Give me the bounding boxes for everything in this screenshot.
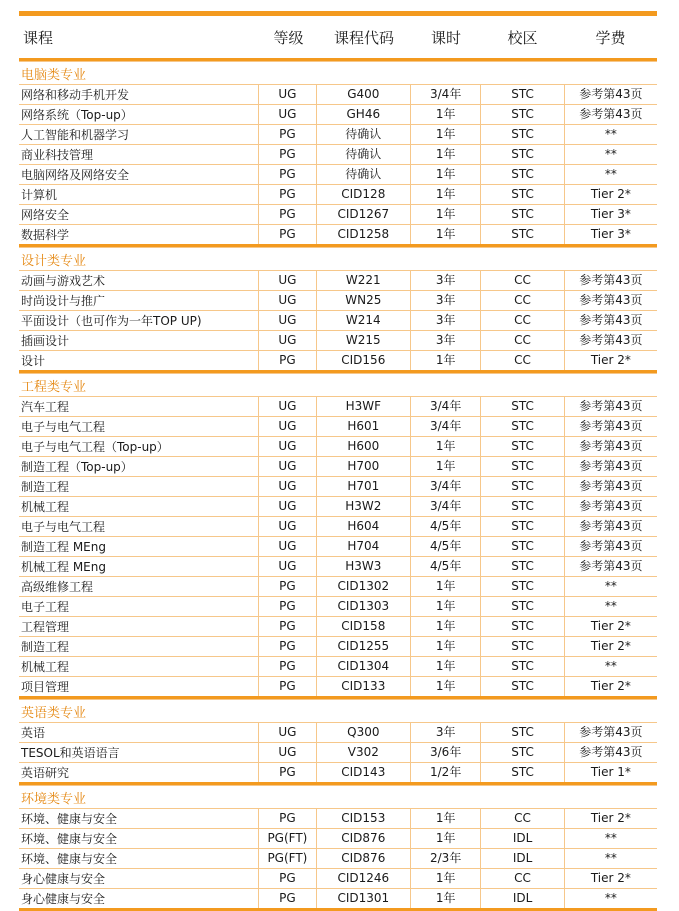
campus-cell: STC bbox=[480, 637, 563, 656]
campus-cell: CC bbox=[480, 311, 563, 330]
level-cell: PG bbox=[258, 225, 316, 244]
course-name-cell: 动画与游戏艺术 bbox=[21, 274, 106, 288]
code-cell: CID1246 bbox=[316, 869, 410, 888]
course-name-cell: 制造工程 bbox=[21, 480, 70, 494]
course-name-cell: 机械工程 MEng bbox=[21, 560, 106, 574]
table-row bbox=[19, 742, 657, 762]
header-code: 课程代码 bbox=[333, 28, 394, 47]
course-name-cell: 项目管理 bbox=[21, 680, 70, 694]
level-cell: PG bbox=[258, 889, 316, 908]
hours-cell: 3/6年 bbox=[410, 743, 480, 762]
campus-cell: CC bbox=[480, 271, 563, 290]
hours-cell: 3/4年 bbox=[410, 477, 480, 496]
course-name-cell: 工程管理 bbox=[21, 620, 70, 634]
fee-cell: ** bbox=[564, 829, 657, 848]
table-row bbox=[19, 576, 657, 596]
course-name-cell: 高级维修工程 bbox=[21, 580, 94, 594]
table-row bbox=[19, 516, 657, 536]
code-cell: W214 bbox=[316, 311, 410, 330]
fee-cell: ** bbox=[564, 597, 657, 616]
campus-cell: STC bbox=[480, 657, 563, 676]
level-cell: PG bbox=[258, 125, 316, 144]
fee-cell: 参考第43页 bbox=[564, 397, 657, 416]
course-name-cell: 时尚设计与推广 bbox=[21, 294, 106, 308]
fee-cell: 参考第43页 bbox=[564, 311, 657, 330]
table-row bbox=[19, 396, 657, 416]
fee-cell: 参考第43页 bbox=[564, 291, 657, 310]
campus-cell: CC bbox=[480, 869, 563, 888]
header-course: 课程 bbox=[23, 28, 54, 47]
hours-cell: 3/4年 bbox=[410, 417, 480, 436]
fee-cell: 参考第43页 bbox=[564, 457, 657, 476]
campus-cell: STC bbox=[480, 537, 563, 556]
campus-cell: CC bbox=[480, 331, 563, 350]
table-row bbox=[19, 350, 657, 370]
code-cell: CID1301 bbox=[316, 889, 410, 908]
campus-cell: CC bbox=[480, 809, 563, 828]
hours-cell: 1年 bbox=[410, 829, 480, 848]
fee-cell: ** bbox=[564, 125, 657, 144]
hours-cell: 3/4年 bbox=[410, 497, 480, 516]
table-row bbox=[19, 656, 657, 676]
fee-cell: Tier 2* bbox=[564, 351, 657, 370]
table-row bbox=[19, 762, 657, 782]
table-row bbox=[19, 808, 657, 828]
hours-cell: 1年 bbox=[410, 205, 480, 224]
fee-cell: 参考第43页 bbox=[564, 271, 657, 290]
hours-cell: 1年 bbox=[410, 809, 480, 828]
campus-cell: STC bbox=[480, 597, 563, 616]
course-name-cell: 机械工程 bbox=[21, 660, 70, 674]
course-name-cell: 电脑网络及网络安全 bbox=[21, 168, 130, 182]
table-row bbox=[19, 676, 657, 696]
code-cell: H600 bbox=[316, 437, 410, 456]
hours-cell: 1年 bbox=[410, 889, 480, 908]
code-cell: CID1255 bbox=[316, 637, 410, 656]
code-cell: H700 bbox=[316, 457, 410, 476]
code-cell: W215 bbox=[316, 331, 410, 350]
level-cell: UG bbox=[258, 723, 316, 742]
hours-cell: 3年 bbox=[410, 291, 480, 310]
course-name-cell: 商业科技管理 bbox=[21, 148, 94, 162]
code-cell: CID1267 bbox=[316, 205, 410, 224]
level-cell: PG bbox=[258, 637, 316, 656]
level-cell: PG bbox=[258, 657, 316, 676]
section-title: 英语类专业 bbox=[19, 699, 657, 722]
hours-cell: 4/5年 bbox=[410, 537, 480, 556]
table-row bbox=[19, 416, 657, 436]
table-row bbox=[19, 310, 657, 330]
campus-cell: STC bbox=[480, 397, 563, 416]
level-cell: PG bbox=[258, 351, 316, 370]
code-cell: H701 bbox=[316, 477, 410, 496]
table-row bbox=[19, 124, 657, 144]
hours-cell: 1年 bbox=[410, 677, 480, 696]
code-cell: W221 bbox=[316, 271, 410, 290]
campus-cell: STC bbox=[480, 145, 563, 164]
table-row bbox=[19, 84, 657, 104]
fee-cell: 参考第43页 bbox=[564, 331, 657, 350]
table-row bbox=[19, 330, 657, 350]
section-title: 设计类专业 bbox=[19, 247, 657, 270]
hours-cell: 1年 bbox=[410, 597, 480, 616]
course-name-cell: 数据科学 bbox=[21, 228, 70, 242]
course-name-cell: 网络安全 bbox=[21, 208, 70, 222]
level-cell: PG bbox=[258, 763, 316, 782]
section-title: 环境类专业 bbox=[19, 785, 657, 808]
table-row bbox=[19, 456, 657, 476]
code-cell: 待确认 bbox=[316, 125, 410, 144]
section-title: 电脑类专业 bbox=[19, 61, 657, 84]
hours-cell: 1年 bbox=[410, 577, 480, 596]
level-cell: PG bbox=[258, 617, 316, 636]
table-row bbox=[19, 270, 657, 290]
level-cell: PG(FT) bbox=[258, 849, 316, 868]
table-row bbox=[19, 204, 657, 224]
course-name-cell: 英语 bbox=[21, 726, 46, 740]
fee-cell: 参考第43页 bbox=[564, 497, 657, 516]
fee-cell: ** bbox=[564, 657, 657, 676]
table-row bbox=[19, 536, 657, 556]
table-row bbox=[19, 164, 657, 184]
code-cell: CID1258 bbox=[316, 225, 410, 244]
level-cell: UG bbox=[258, 397, 316, 416]
level-cell: UG bbox=[258, 437, 316, 456]
level-cell: UG bbox=[258, 497, 316, 516]
table-row bbox=[19, 596, 657, 616]
table-row bbox=[19, 184, 657, 204]
table-row bbox=[19, 868, 657, 888]
hours-cell: 3年 bbox=[410, 723, 480, 742]
hours-cell: 4/5年 bbox=[410, 517, 480, 536]
code-cell: H704 bbox=[316, 537, 410, 556]
hours-cell: 1年 bbox=[410, 617, 480, 636]
code-cell: WN25 bbox=[316, 291, 410, 310]
fee-cell: Tier 3* bbox=[564, 225, 657, 244]
table-header bbox=[19, 16, 657, 58]
table-row bbox=[19, 224, 657, 244]
fee-cell: Tier 2* bbox=[564, 677, 657, 696]
campus-cell: STC bbox=[480, 517, 563, 536]
fee-cell: 参考第43页 bbox=[564, 743, 657, 762]
hours-cell: 4/5年 bbox=[410, 557, 480, 576]
level-cell: PG bbox=[258, 869, 316, 888]
fee-cell: 参考第43页 bbox=[564, 105, 657, 124]
hours-cell: 1/2年 bbox=[410, 763, 480, 782]
level-cell: UG bbox=[258, 557, 316, 576]
code-cell: H604 bbox=[316, 517, 410, 536]
course-name-cell: 英语研究 bbox=[21, 766, 70, 780]
fee-cell: Tier 1* bbox=[564, 763, 657, 782]
table-row bbox=[19, 290, 657, 310]
code-cell: CID143 bbox=[316, 763, 410, 782]
campus-cell: STC bbox=[480, 457, 563, 476]
level-cell: UG bbox=[258, 477, 316, 496]
course-name-cell: 身心健康与安全 bbox=[21, 872, 106, 886]
course-name-cell: 环境、健康与安全 bbox=[21, 832, 118, 846]
level-cell: UG bbox=[258, 331, 316, 350]
hours-cell: 3年 bbox=[410, 271, 480, 290]
campus-cell: CC bbox=[480, 351, 563, 370]
campus-cell: STC bbox=[480, 165, 563, 184]
fee-cell: 参考第43页 bbox=[564, 557, 657, 576]
course-table bbox=[19, 11, 657, 911]
level-cell: UG bbox=[258, 85, 316, 104]
course-name-cell: 电子与电气工程 bbox=[21, 420, 106, 434]
course-name-cell: 平面设计（也可作为一年TOP UP) bbox=[21, 314, 202, 328]
header-campus: 校区 bbox=[507, 28, 538, 47]
code-cell: CID128 bbox=[316, 185, 410, 204]
code-cell: CID153 bbox=[316, 809, 410, 828]
code-cell: Q300 bbox=[316, 723, 410, 742]
course-name-cell: 人工智能和机器学习 bbox=[21, 128, 130, 142]
campus-cell: STC bbox=[480, 723, 563, 742]
level-cell: PG bbox=[258, 145, 316, 164]
code-cell: CID876 bbox=[316, 829, 410, 848]
table-row bbox=[19, 144, 657, 164]
course-name-cell: 身心健康与安全 bbox=[21, 892, 106, 906]
table-body bbox=[19, 61, 657, 911]
hours-cell: 1年 bbox=[410, 105, 480, 124]
course-name-cell: 电子工程 bbox=[21, 600, 70, 614]
fee-cell: Tier 2* bbox=[564, 617, 657, 636]
course-name-cell: 环境、健康与安全 bbox=[21, 812, 118, 826]
hours-cell: 1年 bbox=[410, 165, 480, 184]
fee-cell: Tier 2* bbox=[564, 869, 657, 888]
course-name-cell: 制造工程 MEng bbox=[21, 540, 106, 554]
hours-cell: 1年 bbox=[410, 869, 480, 888]
level-cell: PG bbox=[258, 577, 316, 596]
hours-cell: 2/3年 bbox=[410, 849, 480, 868]
hours-cell: 1年 bbox=[410, 225, 480, 244]
campus-cell: IDL bbox=[480, 889, 563, 908]
level-cell: PG bbox=[258, 185, 316, 204]
level-cell: UG bbox=[258, 457, 316, 476]
table-row bbox=[19, 888, 657, 908]
hours-cell: 3年 bbox=[410, 311, 480, 330]
fee-cell: Tier 2* bbox=[564, 809, 657, 828]
campus-cell: STC bbox=[480, 417, 563, 436]
fee-cell: 参考第43页 bbox=[564, 477, 657, 496]
fee-cell: ** bbox=[564, 849, 657, 868]
level-cell: PG bbox=[258, 165, 316, 184]
campus-cell: STC bbox=[480, 185, 563, 204]
hours-cell: 3/4年 bbox=[410, 85, 480, 104]
code-cell: V302 bbox=[316, 743, 410, 762]
fee-cell: 参考第43页 bbox=[564, 85, 657, 104]
campus-cell: STC bbox=[480, 437, 563, 456]
code-cell: CID1303 bbox=[316, 597, 410, 616]
campus-cell: STC bbox=[480, 497, 563, 516]
course-name-cell: 计算机 bbox=[21, 188, 58, 202]
fee-cell: ** bbox=[564, 145, 657, 164]
code-cell: GH46 bbox=[316, 105, 410, 124]
table-row bbox=[19, 436, 657, 456]
table-row bbox=[19, 616, 657, 636]
table-row bbox=[19, 828, 657, 848]
hours-cell: 1年 bbox=[410, 437, 480, 456]
fee-cell: ** bbox=[564, 577, 657, 596]
level-cell: UG bbox=[258, 743, 316, 762]
table-row bbox=[19, 104, 657, 124]
code-cell: G400 bbox=[316, 85, 410, 104]
level-cell: UG bbox=[258, 271, 316, 290]
table-row bbox=[19, 636, 657, 656]
fee-cell: 参考第43页 bbox=[564, 517, 657, 536]
course-name-cell: 机械工程 bbox=[21, 500, 70, 514]
level-cell: PG bbox=[258, 597, 316, 616]
level-cell: UG bbox=[258, 517, 316, 536]
code-cell: 待确认 bbox=[316, 165, 410, 184]
fee-cell: 参考第43页 bbox=[564, 417, 657, 436]
table-row bbox=[19, 476, 657, 496]
level-cell: UG bbox=[258, 311, 316, 330]
fee-cell: ** bbox=[564, 165, 657, 184]
campus-cell: STC bbox=[480, 225, 563, 244]
level-cell: PG bbox=[258, 205, 316, 224]
level-cell: UG bbox=[258, 537, 316, 556]
level-cell: PG bbox=[258, 809, 316, 828]
campus-cell: STC bbox=[480, 577, 563, 596]
campus-cell: IDL bbox=[480, 849, 563, 868]
code-cell: CID1302 bbox=[316, 577, 410, 596]
course-name-cell: TESOL和英语语言 bbox=[21, 746, 120, 760]
campus-cell: STC bbox=[480, 743, 563, 762]
campus-cell: CC bbox=[480, 291, 563, 310]
hours-cell: 3/4年 bbox=[410, 397, 480, 416]
course-name-cell: 制造工程 bbox=[21, 640, 70, 654]
course-name-cell: 环境、健康与安全 bbox=[21, 852, 118, 866]
table-row bbox=[19, 722, 657, 742]
campus-cell: IDL bbox=[480, 829, 563, 848]
campus-cell: STC bbox=[480, 85, 563, 104]
fee-cell: 参考第43页 bbox=[564, 537, 657, 556]
campus-cell: STC bbox=[480, 763, 563, 782]
section-title: 工程类专业 bbox=[19, 373, 657, 396]
campus-cell: STC bbox=[480, 477, 563, 496]
fee-cell: Tier 3* bbox=[564, 205, 657, 224]
campus-cell: STC bbox=[480, 105, 563, 124]
code-cell: CID1304 bbox=[316, 657, 410, 676]
table-row bbox=[19, 556, 657, 576]
fee-cell: 参考第43页 bbox=[564, 437, 657, 456]
table-row bbox=[19, 496, 657, 516]
code-cell: CID156 bbox=[316, 351, 410, 370]
fee-cell: Tier 2* bbox=[564, 185, 657, 204]
code-cell: 待确认 bbox=[316, 145, 410, 164]
code-cell: H3WF bbox=[316, 397, 410, 416]
course-name-cell: 插画设计 bbox=[21, 334, 70, 348]
fee-cell: Tier 2* bbox=[564, 637, 657, 656]
hours-cell: 1年 bbox=[410, 125, 480, 144]
hours-cell: 1年 bbox=[410, 145, 480, 164]
code-cell: H3W3 bbox=[316, 557, 410, 576]
code-cell: H601 bbox=[316, 417, 410, 436]
course-name-cell: 制造工程（Top-up） bbox=[21, 460, 133, 474]
hours-cell: 1年 bbox=[410, 457, 480, 476]
course-name-cell: 电子与电气工程 bbox=[21, 520, 106, 534]
fee-cell: 参考第43页 bbox=[564, 723, 657, 742]
code-cell: CID876 bbox=[316, 849, 410, 868]
hours-cell: 1年 bbox=[410, 657, 480, 676]
course-name-cell: 电子与电气工程（Top-up） bbox=[21, 440, 169, 454]
level-cell: UG bbox=[258, 291, 316, 310]
level-cell: PG(FT) bbox=[258, 829, 316, 848]
course-name-cell: 汽车工程 bbox=[21, 400, 70, 414]
hours-cell: 1年 bbox=[410, 637, 480, 656]
header-hours: 课时 bbox=[430, 28, 461, 47]
level-cell: PG bbox=[258, 677, 316, 696]
campus-cell: STC bbox=[480, 677, 563, 696]
level-cell: UG bbox=[258, 417, 316, 436]
hours-cell: 1年 bbox=[410, 351, 480, 370]
campus-cell: STC bbox=[480, 557, 563, 576]
header-fee: 学费 bbox=[595, 28, 626, 47]
code-cell: CID158 bbox=[316, 617, 410, 636]
table-row bbox=[19, 848, 657, 868]
level-cell: UG bbox=[258, 105, 316, 124]
campus-cell: STC bbox=[480, 125, 563, 144]
hours-cell: 3年 bbox=[410, 331, 480, 350]
campus-cell: STC bbox=[480, 617, 563, 636]
code-cell: CID133 bbox=[316, 677, 410, 696]
hours-cell: 1年 bbox=[410, 185, 480, 204]
course-name-cell: 网络系统（Top-up） bbox=[21, 108, 133, 122]
header-level: 等级 bbox=[273, 28, 304, 47]
course-name-cell: 网络和移动手机开发 bbox=[21, 88, 130, 102]
campus-cell: STC bbox=[480, 205, 563, 224]
fee-cell: ** bbox=[564, 889, 657, 908]
code-cell: H3W2 bbox=[316, 497, 410, 516]
course-name-cell: 设计 bbox=[21, 354, 46, 368]
